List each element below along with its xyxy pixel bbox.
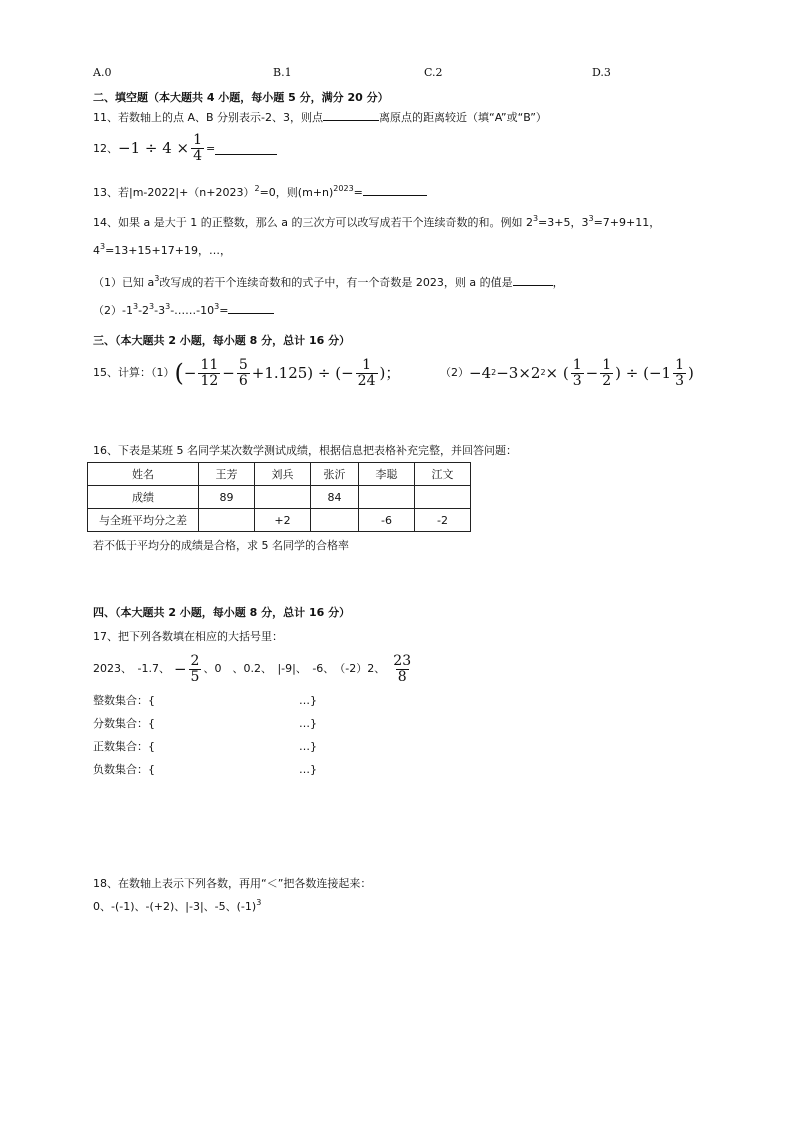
- set-end: …}: [299, 694, 317, 707]
- set-label: 负数集合：{: [93, 763, 155, 776]
- set-end: …}: [299, 717, 317, 730]
- q14-cube-exponent: 3: [149, 302, 155, 311]
- q18-cube-exponent: 3: [256, 898, 262, 907]
- question-14-line-1: [93, 216, 660, 229]
- q12-equals: =: [206, 141, 216, 155]
- question-15-part-2: （2） −4 2 −3×2 2 × ( $\frac{1}{3}$ − $\frac{1}{2}$ ) ÷ (−1 $\frac{1}{3}$ ): [440, 356, 694, 389]
- q12-fraction-denominator: 4: [193, 147, 203, 164]
- q11-text-pre: 11、若数轴上的点 A、B 分别表示-2、3，则点: [93, 111, 324, 124]
- q11-answer-blank[interactable]: [323, 120, 379, 121]
- cell-diff[interactable]: [199, 509, 255, 532]
- q15-g1-denominator: 3: [572, 372, 582, 389]
- set-positive: [93, 740, 317, 753]
- set-fractions: [93, 717, 317, 730]
- option-c: C.2: [424, 66, 443, 79]
- q12-fraction: [191, 133, 204, 163]
- q15-f3-denominator: 24: [357, 372, 376, 389]
- q14-part1-comma: ，: [552, 276, 564, 289]
- q15-fraction-1-3-mixed: [673, 358, 686, 388]
- question-17-numbers: [93, 648, 415, 690]
- cell-score[interactable]: [415, 486, 471, 509]
- q14-part2-text-a: （2）-1: [93, 304, 133, 317]
- set-negative: [93, 763, 317, 776]
- question-15-part-1: [93, 352, 400, 394]
- q15-fraction-1-3: [571, 358, 584, 388]
- q14-part2-answer-blank[interactable]: [228, 313, 274, 314]
- cell-score[interactable]: [255, 486, 311, 509]
- q14-part1-answer-blank[interactable]: [513, 285, 553, 286]
- q14-cube-exponent: 3: [214, 302, 220, 311]
- q14-cube-exponent: 3: [154, 274, 160, 283]
- question-17-intro: 17、把下列各数填在相应的大括号里：: [93, 630, 283, 643]
- q14-part2-equals: =: [219, 304, 229, 317]
- score-table: [87, 462, 471, 532]
- q15-fraction-1-2: [600, 358, 613, 388]
- question-11: [93, 111, 547, 124]
- q13-text-mid: =0，则(m+n): [259, 186, 334, 199]
- q15-fraction-1-24: [356, 358, 378, 388]
- q12-label: 12、: [93, 141, 118, 155]
- question-12: [93, 133, 277, 163]
- q15-g3-numerator: 1: [675, 356, 685, 373]
- set-integers: [93, 694, 317, 707]
- q17-fraction-23-8: [391, 654, 413, 684]
- table-row-names: [88, 463, 471, 486]
- q13-answer-blank[interactable]: [363, 195, 427, 196]
- table-row-scores: [88, 486, 471, 509]
- q14-part2-text-c: -3: [154, 304, 166, 317]
- question-18-intro: 18、在数轴上表示下列各数，再用“＜”把各数连接起来：: [93, 877, 372, 890]
- set-label: 正数集合：{: [93, 740, 155, 753]
- q15-g3-denominator: 3: [675, 372, 685, 389]
- q14-part1-text-a: （1）已知 a: [93, 276, 155, 289]
- option-b: B.1: [273, 66, 292, 79]
- cell-name: 王芳: [199, 463, 255, 486]
- question-16-intro: 16、下表是某班 5 名同学某次数学测试成绩，根据信息把表格补充完整，并回答问题：: [93, 444, 517, 457]
- cell-diff[interactable]: -6: [359, 509, 415, 532]
- set-label: 整数集合：{: [93, 694, 155, 707]
- q15-minus-operator-2: −: [585, 364, 599, 382]
- q15-times-2: −3×2: [496, 364, 541, 382]
- q15-f3-numerator: 1: [362, 356, 372, 373]
- question-13: [93, 186, 427, 199]
- q17-f2-denominator: 8: [397, 668, 407, 685]
- cell-score[interactable]: 89: [199, 486, 255, 509]
- q15-label: 15、计算：（1）: [93, 366, 175, 380]
- row-header-name: 姓名: [88, 463, 199, 486]
- q17-f1-numerator: 2: [190, 652, 200, 669]
- q15-divide-mixed: ) ÷ (−1: [615, 364, 672, 382]
- q15-expression-end: )；: [379, 364, 401, 382]
- cell-diff[interactable]: -2: [415, 509, 471, 532]
- q15-f2-numerator: 5: [238, 356, 248, 373]
- q11-text-post: 离原点的距离较近（填“A”或“B”）: [379, 111, 547, 124]
- q15-minus-4: −4: [469, 364, 492, 382]
- question-14-part-2: [93, 304, 274, 317]
- q15-f1-denominator: 12: [200, 372, 219, 389]
- option-d: D.3: [592, 66, 611, 79]
- q15-minus-operator: −: [222, 364, 235, 382]
- q12-answer-blank[interactable]: [215, 142, 277, 155]
- q14-text-4: 4: [93, 244, 100, 257]
- q14-cube-exponent: 3: [532, 214, 539, 223]
- q15-open-paren: (: [174, 359, 184, 387]
- q15-part2-label: （2）: [440, 366, 469, 380]
- row-header-diff: 与全班平均分之差: [88, 509, 199, 532]
- cell-name: 江文: [415, 463, 471, 486]
- q17-numbers-part-1: 2023、 -1.7、: [93, 662, 170, 676]
- section-4-title: 四、（本大题共 2 小题，每小题 8 分，总计 16 分）: [93, 606, 351, 619]
- cell-name: 张沂: [311, 463, 359, 486]
- question-18-numbers: [93, 900, 261, 913]
- q14-part1-text-b: 改写成的若干个连续奇数和的式子中，有一个奇数是 2023，则 a 的值是: [159, 276, 513, 289]
- q15-f2-denominator: 6: [238, 372, 248, 389]
- question-16-note: 若不低于平均分的成绩是合格，求 5 名同学的合格率: [93, 539, 349, 552]
- q15-g2-denominator: 2: [602, 372, 612, 389]
- cell-name: 刘兵: [255, 463, 311, 486]
- question-14-part-1: [93, 276, 564, 289]
- q14-cube-exponent: 3: [100, 242, 106, 251]
- q15-fraction-5-6: [237, 358, 250, 388]
- section-2-title: 二、填空题（本大题共 4 小题，每小题 5 分，满分 20 分）: [93, 91, 389, 104]
- set-end: …}: [299, 740, 317, 753]
- section-3-title: 三、（本大题共 2 小题，每小题 8 分，总计 16 分）: [93, 334, 351, 347]
- q13-text-pre: 13、若|m-2022|+（n+2023）: [93, 186, 255, 199]
- q14-part2-text-d: -……-10: [170, 304, 215, 317]
- cell-diff[interactable]: [311, 509, 359, 532]
- q14-text-sum: =13+15+17+19，…，: [105, 244, 231, 257]
- question-14-line-2: [93, 244, 231, 257]
- q15-expression-middle: +1.125) ÷ (−: [251, 364, 354, 382]
- q15-f1-numerator: 11: [200, 356, 219, 373]
- q12-expression: −1 ÷ 4 ×: [118, 139, 190, 158]
- q15-g1-numerator: 1: [572, 356, 582, 373]
- q14-cube-exponent: 3: [165, 302, 171, 311]
- q14-text-b: =3+5，3: [538, 216, 589, 229]
- q14-text-a: 14、如果 a 是大于 1 的正整数，那么 a 的三次方可以改写成若干个连续奇数的和。例如 2: [93, 216, 533, 229]
- q14-cube-exponent: 3: [132, 302, 139, 311]
- q15-fraction-11-12: [198, 358, 220, 388]
- q12-fraction-numerator: 1: [193, 132, 203, 148]
- table-row-diffs: [88, 509, 471, 532]
- q15-minus-sign: −: [183, 364, 197, 382]
- q14-part2-text-b: -2: [138, 304, 150, 317]
- q17-f1-denominator: 5: [190, 668, 200, 685]
- set-label: 分数集合：{: [93, 717, 155, 730]
- cell-name: 李聪: [359, 463, 415, 486]
- q14-text-c: =7+9+11，: [593, 216, 661, 229]
- cell-score[interactable]: 84: [311, 486, 359, 509]
- q18-number-list: 0、-(-1)、-(+2)、|-3|、-5、(-1): [93, 900, 257, 913]
- q15-close-paren: ): [688, 364, 694, 382]
- q13-exponent-2023: 2023: [333, 184, 354, 193]
- q14-cube-exponent: 3: [588, 214, 594, 223]
- q17-fraction-2-5: [189, 654, 202, 684]
- q17-numbers-part-2: 、0 、0.2、 |-9|、 -6、 （-2）2、: [203, 662, 386, 676]
- cell-score[interactable]: [359, 486, 415, 509]
- q15-times-open: × (: [545, 364, 569, 382]
- cell-diff[interactable]: +2: [255, 509, 311, 532]
- set-end: …}: [299, 763, 317, 776]
- q13-equals: =: [353, 186, 363, 199]
- q17-f2-numerator: 23: [393, 652, 412, 669]
- row-header-score: 成绩: [88, 486, 199, 509]
- option-a: A.0: [93, 66, 112, 79]
- q17-minus-sign: −: [173, 660, 187, 678]
- q13-exponent-2: 2: [254, 184, 260, 193]
- q15-g2-numerator: 1: [602, 356, 612, 373]
